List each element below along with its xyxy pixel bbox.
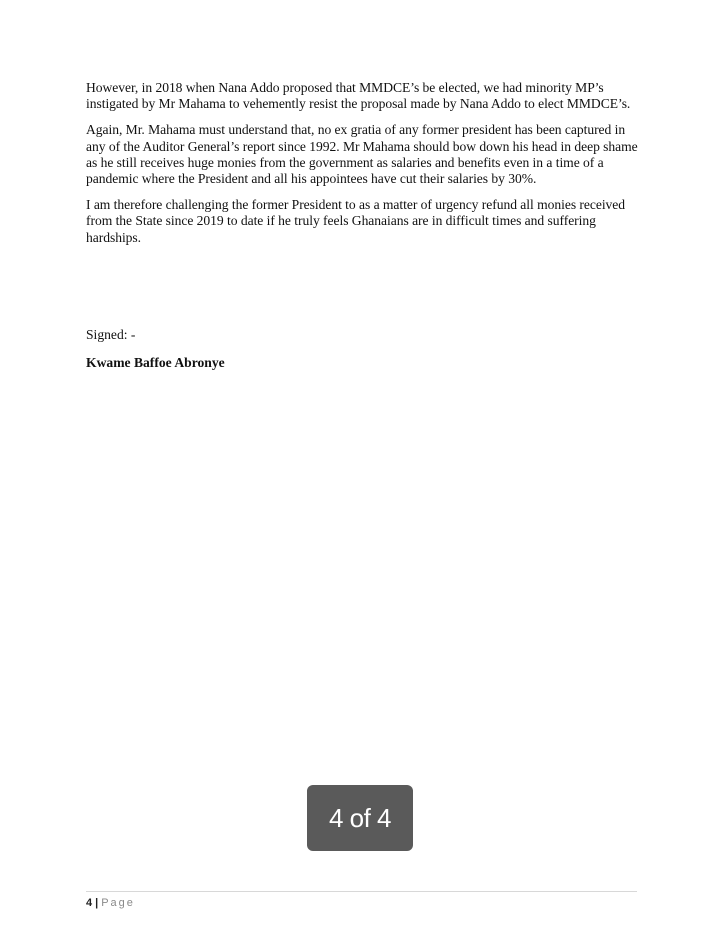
footer-page-word: Page bbox=[101, 897, 135, 909]
paragraph-mmdce-election: However, in 2018 when Nana Addo proposed that MMDCE’s be elected, we had minority MP’s instigated by Mr Mahama to vehemently resist the proposal made by Nana Addo to elect MMDCE’s. bbox=[86, 80, 631, 112]
page-footer bbox=[86, 896, 135, 910]
letter-body bbox=[86, 80, 638, 256]
page-counter-overlay: 4 of 4 bbox=[307, 785, 413, 851]
paragraph-ex-gratia: Again, Mr. Mahama must understand that, no ex gratia of any former president has been captured in any of the Auditor General’s report since 1992. Mr Mahama should bow down his head in deep shame as he still receives huge monies from the government as salaries and benefits even in a time of a pandemic where the President and all his appointees have cut their salaries by 30%. bbox=[86, 122, 638, 187]
footer-page-number: 4 bbox=[86, 897, 93, 909]
paragraph-refund-challenge: I am therefore challenging the former President to as a matter of urgency refund all monies received from the State since 2019 to date if he truly feels Ghanaians are in difficult times and suffering hardships. bbox=[86, 197, 626, 245]
signed-label: Signed: - bbox=[86, 327, 136, 342]
footer-divider bbox=[86, 891, 637, 892]
footer-separator: | bbox=[95, 897, 99, 909]
signatory-name: Kwame Baffoe Abronye bbox=[86, 355, 225, 370]
